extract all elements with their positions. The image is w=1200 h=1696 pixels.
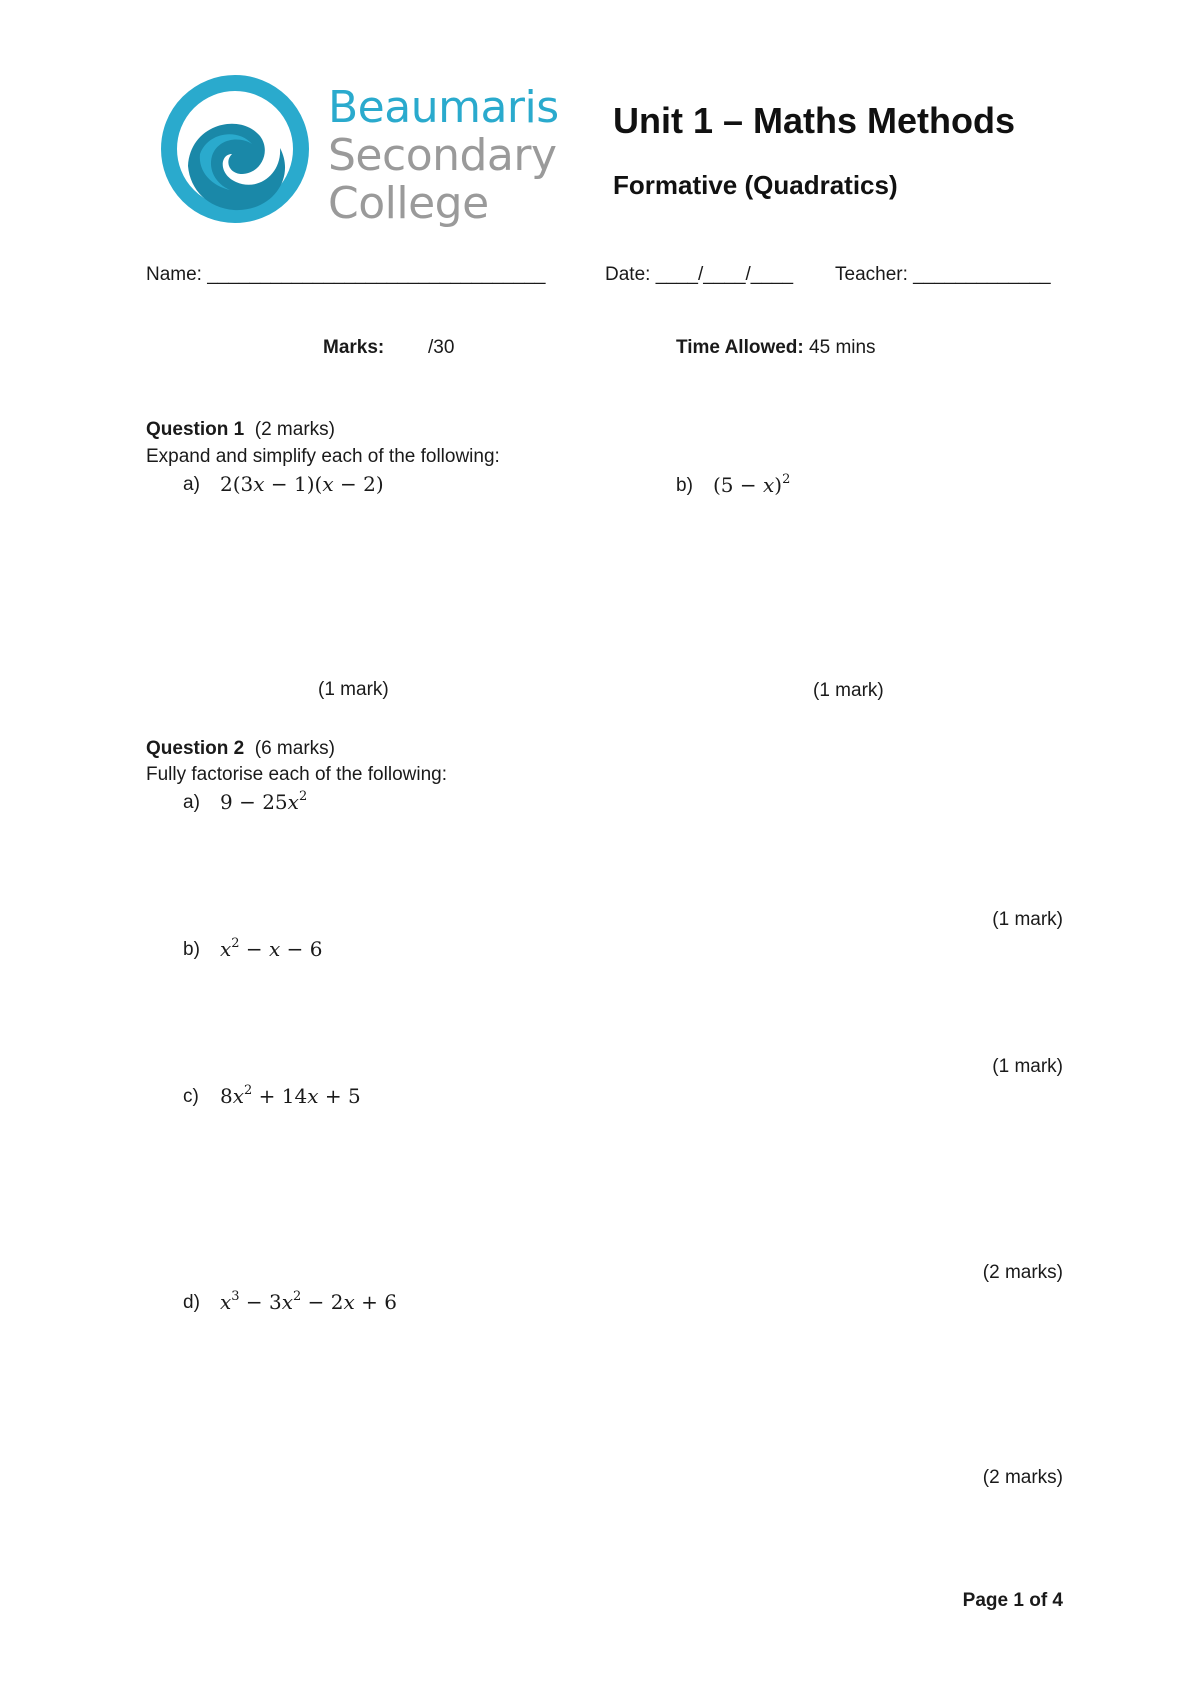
- q1-part-a-label: a): [183, 474, 200, 495]
- date-label: Date:: [605, 264, 651, 285]
- question-2-heading: [146, 738, 335, 760]
- page-subtitle: Formative (Quadratics): [613, 170, 898, 200]
- q2-part-b-expression: $x^2 - x - 6$: [220, 936, 323, 961]
- college-logo: [160, 70, 580, 240]
- logo-word-beaumaris: Beaumaris: [328, 82, 559, 133]
- q2-part-c-label: c): [183, 1086, 199, 1107]
- question-1-instruction: Expand and simplify each of the following:: [146, 446, 500, 467]
- name-line: ________________________________: [207, 264, 546, 285]
- date-line: ____/____/____: [655, 264, 794, 285]
- date-field[interactable]: [605, 264, 793, 286]
- question-2-title: Question 2: [146, 738, 245, 759]
- q2-part-a-label: a): [183, 792, 200, 813]
- q2-part-b-label: b): [183, 939, 200, 960]
- question-1-heading: [146, 419, 335, 441]
- q2-part-c-expression: $8x^2 + 14x + 5$: [220, 1083, 361, 1108]
- name-label: Name:: [146, 264, 202, 285]
- question-1-title: Question 1: [146, 419, 245, 440]
- marks-label: Marks:: [323, 337, 385, 358]
- marks-value: /30: [428, 337, 455, 358]
- logo-word-secondary: Secondary: [328, 130, 557, 181]
- q2-part-a-expression: $9 - 25x^2$: [220, 789, 308, 814]
- question-2-instruction: Fully factorise each of the following:: [146, 764, 447, 785]
- time-allowed: [676, 337, 876, 359]
- q1-part-b-marks: (1 mark): [813, 680, 884, 701]
- q2-part-c-marks: (2 marks): [982, 1262, 1063, 1283]
- page-number: Page 1 of 4: [962, 1590, 1063, 1611]
- teacher-line: _____________: [913, 264, 1051, 285]
- q1-part-b-expression: $(5 - x)^2$: [713, 472, 791, 497]
- question-2-marks: (6 marks): [254, 738, 335, 759]
- q1-part-a-marks: (1 mark): [318, 679, 389, 700]
- teacher-label: Teacher:: [835, 264, 908, 285]
- q2-part-b-marks: (1 mark): [992, 1056, 1063, 1077]
- q2-part-d-expression: $x^3 - 3x^2 - 2x + 6$: [220, 1289, 398, 1314]
- q1-part-a-expression: 2(3x − 1)(x − 2): [220, 472, 384, 496]
- time-value: 45 mins: [809, 337, 876, 358]
- teacher-field[interactable]: [835, 264, 1051, 286]
- time-label: Time Allowed:: [676, 337, 804, 358]
- q2-part-a-marks: (1 mark): [992, 909, 1063, 930]
- q2-part-d-label: d): [183, 1292, 200, 1313]
- wave-logo-icon: [160, 74, 310, 224]
- question-1-marks: (2 marks): [254, 419, 335, 440]
- q2-part-d-marks: (2 marks): [982, 1467, 1063, 1488]
- q1-part-b-label: b): [676, 475, 693, 496]
- name-field[interactable]: [146, 264, 545, 286]
- logo-word-college: College: [328, 178, 489, 229]
- page-title: Unit 1 – Maths Methods: [613, 100, 1016, 141]
